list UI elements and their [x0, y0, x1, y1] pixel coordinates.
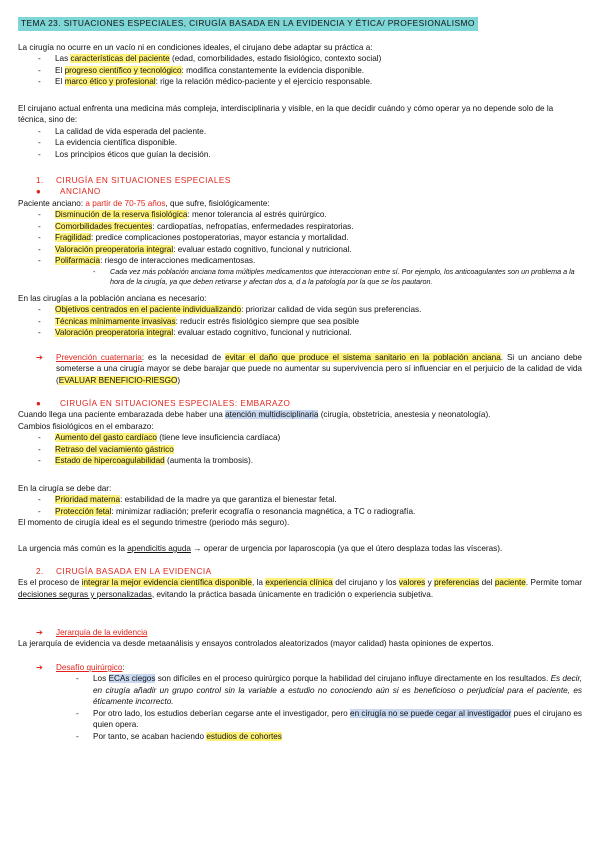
list-item: - Protección fetal: minimizar radiación; preferir ecografía o resonancia magnética, a TC o radiografía. — [18, 506, 582, 517]
anciano-list — [18, 209, 582, 266]
necesario-list — [18, 304, 582, 338]
section-2-intro: Es el proceso de integrar la mejor evidencia científica disponible, la experiencia clínica del cirujano y los valores y preferencias del paciente. Permite tomar decisiones seguras y personalizadas, evitando la práctica basada únicamente en tradición o experiencia subjetiva. — [18, 578, 583, 599]
list-item: - Estado de hipercoagulabilidad (aumenta la trombosis). — [18, 455, 582, 466]
urgencia: La urgencia más común es la apendicitis aguda → operar de urgencia por laparoscopia (ya que el útero desplaza todas las vísceras). — [18, 544, 503, 553]
list-item: - Disminución de la reserva fisiológica: menor tolerancia al estrés quirúrgico. — [18, 209, 582, 220]
list-item: - Fragilidad: predice complicaciones postoperatorias, mayor estancia y mortalidad. — [18, 232, 582, 243]
page-title: TEMA 23. SITUACIONES ESPECIALES, CIRUGÍA BASADA EN LA EVIDENCIA Y ÉTICA/ PROFESIONALISMO — [18, 17, 478, 31]
arrow-icon: ➔ — [36, 663, 43, 672]
desafio: ➔ Desafío quirúrgico: - Los ECAs ciegos son difíciles en el proceso quirúrgico porque la habilidad del cirujano influye directamente en los resultados. Es decir, en cirugía añadir un grupo control sin la variable a estudio no conociendo aún si es beneficioso o perjudicial para el paciente, es éticamente incorrecto. - Por otro lado, los estudios deberían cegarse ante el investigador, pero en cirugía no se puede cegar al investigador pues el cirujano es quien opera. - Por tanto, se acaban haciendo estudios de cohortes — [18, 662, 582, 742]
paragraph-2: El cirujano actual enfrenta una medicina más compleja, interdisciplinaria y visible, en la que decidir cuándo y cómo operar ya no depende solo de la técnica, sino de: - La calidad de vida esperada del paciente. - La evidencia científica disponible. - Los principios éticos que guían la decisión. — [18, 103, 582, 160]
list-item: - Valoración preoperatoria integral: evaluar estado cognitivo, funcional y nutricional. — [18, 327, 582, 338]
cambios-list — [18, 432, 582, 466]
desafio-list — [18, 673, 582, 742]
para2-list — [18, 126, 582, 160]
anciano-necesario: En las cirugías a la población anciana es necesario: - Objetivos centrados en el paciente individualizando: priorizar calidad de vida según sus preferencias. - Técnicas mínimamente invasivas: reducir estrés fisiológico siempre que sea posible - Valoración preoperatoria integral: evaluar estado cognitivo, funcional y nutricional. — [18, 293, 582, 339]
list-item: - Retraso del vaciamiento gástrico — [18, 444, 582, 455]
section-heading-1: 1. CIRUGÍA EN SITUACIONES ESPECIALES — [36, 176, 231, 185]
intro-lead: La cirugía no ocurre en un vacío ni en condiciones ideales, el cirujano debe adaptar su práctica a: — [18, 43, 373, 52]
list-item: - Aumento del gasto cardíaco (tiene leve insuficiencia cardíaca) — [18, 432, 582, 443]
section-1 — [18, 175, 582, 288]
list-item: - Técnicas mínimamente invasivas: reducir estrés fisiológico siempre que sea posible — [18, 316, 582, 327]
cirugia-embarazo: En la cirugía se debe dar: - Prioridad materna: estabilidad de la madre ya que garantiza el bienestar fetal. - Protección fetal: minimizar radiación; preferir ecografía o resonancia magnética, a TC o radiografía. El momento de cirugía ideal es el segundo trimestre (periodo más seguro). — [18, 483, 582, 529]
list-item: - Por otro lado, los estudios deberían cegarse ante el investigador, pero en cirugía no se puede cegar al investigador pues el cirujano es quien opera. — [18, 708, 582, 731]
subheading-anciano: ● ANCIANO — [36, 187, 101, 197]
list-item: - Los ECAs ciegos son difíciles en el proceso quirúrgico porque la habilidad del cirujano influye directamente en los resultados. Es decir, en cirugía añadir un grupo control sin la variable a estudio no conociendo aún si es beneficioso o perjudicial para el paciente, es éticamente incorrecto. — [18, 673, 582, 707]
arrow-icon: ➔ — [36, 628, 43, 637]
list-item: - Los principios éticos que guían la decisión. — [18, 149, 582, 160]
list-item: - Prioridad materna: estabilidad de la madre ya que garantiza el bienestar fetal. — [18, 494, 582, 505]
list-item: - Por tanto, se acaban haciendo estudios de cohortes — [18, 731, 582, 742]
anciano-definition: Paciente anciano: a partir de 70-75 años, que sufre, fisiológicamente: — [18, 198, 270, 208]
list-item: - El progreso científico y tecnológico: modifica constantemente la evidencia disponible. — [18, 65, 582, 76]
embarazo-section: ● CIRUGÍA EN SITUACIONES ESPECIALES: EMBARAZO Cuando llega una paciente embarazada debe haber una atención multidisciplinaria (cirugía, obstetricia, anestesia y neonatología). Cambios fisiológicos en el embarazo: - Aumento del gasto cardíaco (tiene leve insuficiencia cardíaca) - Retraso del vaciamiento gástrico - Estado de hipercoagulabilidad (aumenta la trombosis). — [18, 398, 582, 467]
list-item: - Polifarmacia: riesgo de interacciones medicamentosas. — [18, 255, 582, 266]
list-item: - Valoración preoperatoria integral: evaluar estado cognitivo, funcional y nutricional. — [18, 244, 582, 255]
jerarquia: ➔ Jerarquía de la evidencia La jerarquía de evidencia va desde metaanálisis y ensayos controlados aleatorizados (mayor calidad) hasta opiniones de expertos. — [18, 628, 494, 649]
subheading-embarazo: ● CIRUGÍA EN SITUACIONES ESPECIALES: EMBARAZO — [36, 399, 291, 408]
polifarmacia-note: - Cada vez más población anciana toma múltiples medicamentos que interaccionan entre sí. Por ejemplo, los anticoagulantes son un problema a la hora de la cirugía, ya que deben retirarse y afectan dos a, d a la patología por la que se los pautaron. — [18, 267, 582, 288]
list-item: - Comorbilidades frecuentes: cardiopatías, nefropatías, enfermedades respiratorias. — [18, 221, 582, 232]
arrow-icon: ➔ — [36, 353, 43, 362]
list-item: - El marco ético y profesional: rige la relación médico-paciente y el ejercicio responsable. — [18, 76, 582, 87]
list-item: - Las características del paciente (edad, comorbilidades, estado fisiológico, contexto social) — [18, 53, 582, 64]
debe-list — [18, 494, 582, 517]
intro-list — [18, 53, 582, 87]
intro-section — [18, 42, 582, 88]
list-item: - Objetivos centrados en el paciente individualizando: priorizar calidad de vida según sus preferencias. — [18, 304, 582, 315]
section-2 — [18, 566, 582, 600]
prevencion-cuaternaria: ➔ Prevención cuaternaria: es la necesidad de evitar el daño que produce el sistema sanitario en la población anciana. Si un anciano debe someterse a una cirugía mayor se debe barajar que puede no aumentar su supervivencia pero sí influenciar en el perjuicio de la calidad de vida (EVALUAR BENEFICIO-RIESGO) — [18, 352, 582, 386]
list-item: - La calidad de vida esperada del paciente. — [18, 126, 582, 137]
list-item: - La evidencia científica disponible. — [18, 137, 582, 148]
section-heading-2: 2. CIRUGÍA BASADA EN LA EVIDENCIA — [36, 567, 212, 576]
